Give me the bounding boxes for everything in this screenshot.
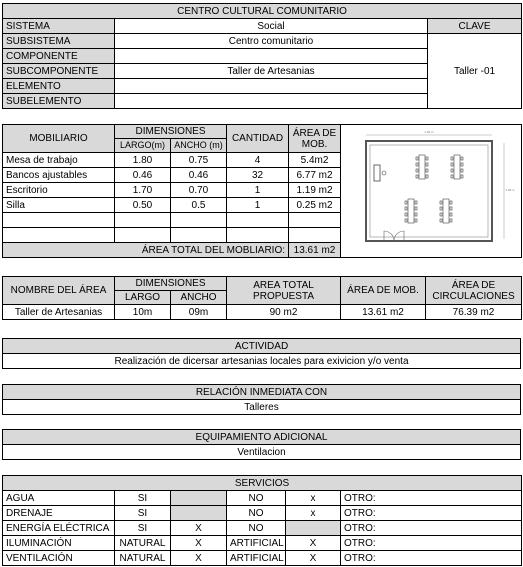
total-mob-label: ÁREA TOTAL DEL MOBLIARIO:	[3, 243, 289, 258]
area-largo: 10m	[115, 305, 171, 320]
mob-area: 6.77 m2	[289, 168, 341, 183]
servicio-mark2	[286, 521, 341, 536]
actividad-title: ACTIVIDAD	[3, 339, 521, 354]
mob-largo: 1.70	[115, 183, 171, 198]
table-row	[3, 506, 522, 521]
mob-name: Bancos ajustables	[3, 168, 115, 183]
servicio-opt1: NATURAL	[115, 551, 171, 566]
relacion-value: Talleres	[3, 400, 521, 415]
table-row	[3, 551, 522, 566]
mob-area: 0.25 m2	[289, 198, 341, 213]
servicio-otro: OTRO:	[341, 491, 522, 506]
row-label-sistema: SISTEMA	[3, 19, 115, 34]
mob-ancho: 0.46	[171, 168, 227, 183]
servicios-table	[2, 475, 522, 566]
area-circ: 76.39 m2	[426, 305, 522, 320]
row-value-subcomponente: Taller de Artesanias	[115, 64, 428, 79]
mob-largo: 1.80	[115, 153, 171, 168]
servicio-opt2: ARTIFICIAL	[227, 536, 286, 551]
area-mob: 13.61 m2	[341, 305, 426, 320]
servicio-opt1: SI	[115, 506, 171, 521]
row-label-componente: COMPONENTE	[3, 49, 115, 64]
floor-plan-drawing	[344, 127, 518, 245]
servicio-name: ENERGÍA ELÉCTRICA	[3, 521, 115, 536]
col-largo: LARGO(m)	[115, 139, 171, 153]
servicio-opt1: SI	[115, 491, 171, 506]
col-area-mob: ÁREA DE MOB.	[289, 125, 341, 153]
servicio-mark2: x	[286, 491, 341, 506]
row-value-sistema: Social	[115, 19, 428, 34]
floor-plan-cell	[341, 125, 522, 258]
plan-top-dim: 1.00 m	[424, 130, 434, 134]
equipamiento-table	[2, 429, 521, 460]
row-value-elemento	[115, 79, 428, 94]
servicio-otro: OTRO:	[341, 536, 522, 551]
servicio-opt2: NO	[227, 521, 286, 536]
row-label-subsistema: SUBSISTEMA	[3, 34, 115, 49]
total-mob-value: 13.61 m2	[289, 243, 341, 258]
servicio-mark1	[171, 491, 227, 506]
actividad-table	[2, 338, 521, 369]
mob-ancho: 0.75	[171, 153, 227, 168]
servicio-name: DRENAJE	[3, 506, 115, 521]
mob-cantidad: 32	[227, 168, 289, 183]
row-value-componente	[115, 49, 428, 64]
col-area-circ: ÁREA DE CIRCULACIONES	[426, 277, 522, 305]
relacion-table	[2, 384, 521, 415]
servicio-name: VENTILACIÓN	[3, 551, 115, 566]
mob-cantidad: 1	[227, 198, 289, 213]
header-table	[2, 3, 522, 109]
col-dimensiones: DIMENSIONES	[115, 125, 227, 139]
row-label-subcomponente: SUBCOMPONENTE	[3, 64, 115, 79]
clave-value: Taller -01	[428, 34, 522, 109]
equipamiento-title: EQUIPAMIENTO ADICIONAL	[3, 430, 521, 445]
col-nombre-area: NOMBRE DEL ÁREA	[3, 277, 115, 305]
plan-side-dim: 1.00 m	[505, 188, 515, 192]
table-row	[3, 536, 522, 551]
servicio-opt2: ARTIFICIAL	[227, 551, 286, 566]
area-total: 90 m2	[227, 305, 341, 320]
areas-table	[2, 276, 522, 320]
col-ancho: ANCHO	[171, 291, 227, 305]
header-title: CENTRO CULTURAL COMUNITARIO	[3, 4, 522, 19]
row-label-subelemento: SUBELEMENTO	[3, 94, 115, 109]
clave-label: CLAVE	[428, 19, 522, 34]
col-dimensiones: DIMENSIONES	[115, 277, 227, 291]
row-value-subsistema: Centro comunitario	[115, 34, 428, 49]
area-nombre: Taller de Artesanias	[3, 305, 115, 320]
relacion-title: RELACIÓN INMEDIATA CON	[3, 385, 521, 400]
servicio-mark1	[171, 506, 227, 521]
servicio-mark2: X	[286, 551, 341, 566]
col-largo: LARGO	[115, 291, 171, 305]
servicio-opt2: NO	[227, 506, 286, 521]
mob-largo: 0.46	[115, 168, 171, 183]
servicio-mark1: X	[171, 551, 227, 566]
servicios-title: SERVICIOS	[3, 476, 522, 491]
col-area-total: AREA TOTAL PROPUESTA	[227, 277, 341, 305]
mob-ancho: 0.5	[171, 198, 227, 213]
col-ancho: ANCHO (m)	[171, 139, 227, 153]
servicio-name: AGUA	[3, 491, 115, 506]
row-label-elemento: ELEMENTO	[3, 79, 115, 94]
servicio-mark1: X	[171, 521, 227, 536]
mob-name: Escritorio	[3, 183, 115, 198]
actividad-value: Realización de dicersar artesanias locales para exivicion y/o venta	[3, 354, 521, 369]
servicio-mark2: x	[286, 506, 341, 521]
servicio-mark2: X	[286, 536, 341, 551]
table-row	[3, 305, 522, 320]
servicio-otro: OTRO:	[341, 506, 522, 521]
mob-name: Silla	[3, 198, 115, 213]
equipamiento-value: Ventilacion	[3, 445, 521, 460]
area-ancho: 09m	[171, 305, 227, 320]
col-cantidad: CANTIDAD	[227, 125, 289, 153]
servicio-otro: OTRO:	[341, 521, 522, 536]
servicio-mark1: X	[171, 536, 227, 551]
servicio-opt1: NATURAL	[115, 536, 171, 551]
servicio-opt1: SI	[115, 521, 171, 536]
mob-name: Mesa de trabajo	[3, 153, 115, 168]
servicio-name: ILUMINACIÓN	[3, 536, 115, 551]
col-mobiliario: MOBILIARIO	[3, 125, 115, 153]
col-area-mob: ÁREA DE MOB.	[341, 277, 426, 305]
mobiliario-table	[2, 124, 522, 258]
servicio-otro: OTRO:	[341, 551, 522, 566]
mob-cantidad: 4	[227, 153, 289, 168]
table-row	[3, 521, 522, 536]
mob-largo: 0.50	[115, 198, 171, 213]
mob-area: 1.19 m2	[289, 183, 341, 198]
mob-ancho: 0.70	[171, 183, 227, 198]
servicio-opt2: NO	[227, 491, 286, 506]
row-value-subelemento	[115, 94, 428, 109]
table-row	[3, 491, 522, 506]
mob-area: 5.4m2	[289, 153, 341, 168]
mob-cantidad: 1	[227, 183, 289, 198]
